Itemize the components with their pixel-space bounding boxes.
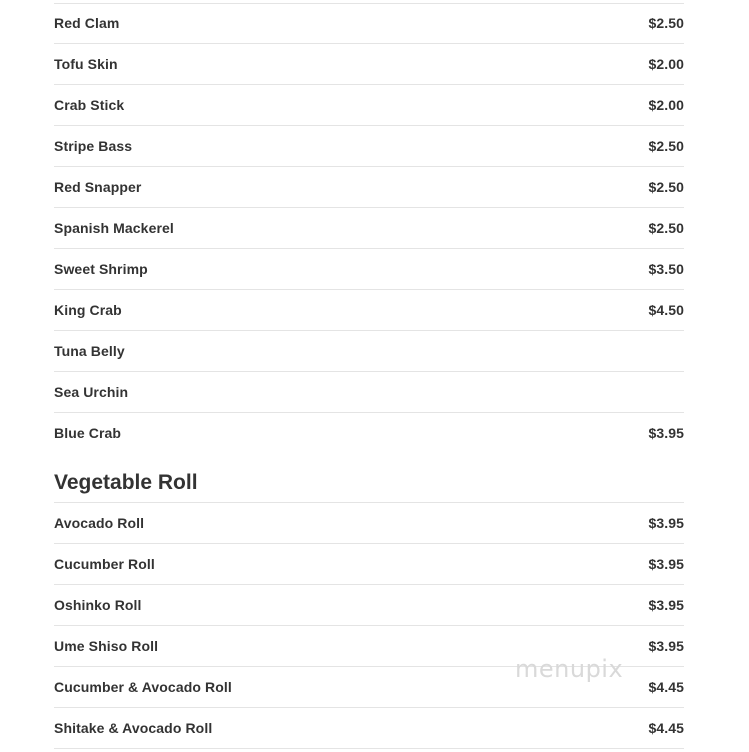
menu-item [54, 708, 684, 749]
item-price: $3.50 [648, 261, 684, 277]
item-name: Avocado Roll [54, 515, 145, 531]
menu-item [54, 44, 684, 85]
divider [54, 3, 684, 4]
menu-item [54, 413, 684, 453]
item-name: Red Snapper [54, 179, 142, 195]
item-price: $4.50 [648, 302, 684, 318]
item-price: $3.95 [648, 425, 684, 441]
section-title: Vegetable Roll [54, 453, 684, 503]
menu-item [54, 249, 684, 290]
item-name: Sea Urchin [54, 384, 129, 400]
item-name: Tuna Belly [54, 343, 125, 359]
menu-item [54, 85, 684, 126]
item-price: $4.45 [648, 679, 684, 695]
menu-item [54, 167, 684, 208]
item-price: $4.45 [648, 720, 684, 736]
item-price: $3.95 [648, 556, 684, 572]
item-name: Cucumber & Avocado Roll [54, 679, 232, 695]
item-name: Blue Crab [54, 425, 122, 441]
menu-item [54, 208, 684, 249]
item-price: $2.00 [648, 56, 684, 72]
item-name: Oshinko Roll [54, 597, 142, 613]
item-name: Red Clam [54, 15, 120, 31]
menu-item [54, 331, 684, 372]
menu-item [54, 585, 684, 626]
item-price: $2.50 [648, 220, 684, 236]
item-name: Spanish Mackerel [54, 220, 174, 236]
item-name: Ume Shiso Roll [54, 638, 159, 654]
item-price: $2.50 [648, 15, 684, 31]
menu-item [54, 372, 684, 413]
item-price: $3.95 [648, 515, 684, 531]
menu-item [54, 290, 684, 331]
menu-item [54, 544, 684, 585]
menu-item [54, 503, 684, 544]
item-name: Sweet Shrimp [54, 261, 148, 277]
item-name: Stripe Bass [54, 138, 133, 154]
item-price: $2.50 [648, 179, 684, 195]
menu-item [54, 3, 684, 44]
item-price: $2.50 [648, 138, 684, 154]
item-name: King Crab [54, 302, 122, 318]
menu-item [54, 126, 684, 167]
item-name: Tofu Skin [54, 56, 118, 72]
item-name: Cucumber Roll [54, 556, 155, 572]
item-price: $3.95 [648, 597, 684, 613]
watermark-logo: menupix [515, 655, 624, 683]
item-name: Shitake & Avocado Roll [54, 720, 213, 736]
menu-list [54, 0, 684, 749]
item-price: $2.00 [648, 97, 684, 113]
item-price: $3.95 [648, 638, 684, 654]
item-name: Crab Stick [54, 97, 125, 113]
